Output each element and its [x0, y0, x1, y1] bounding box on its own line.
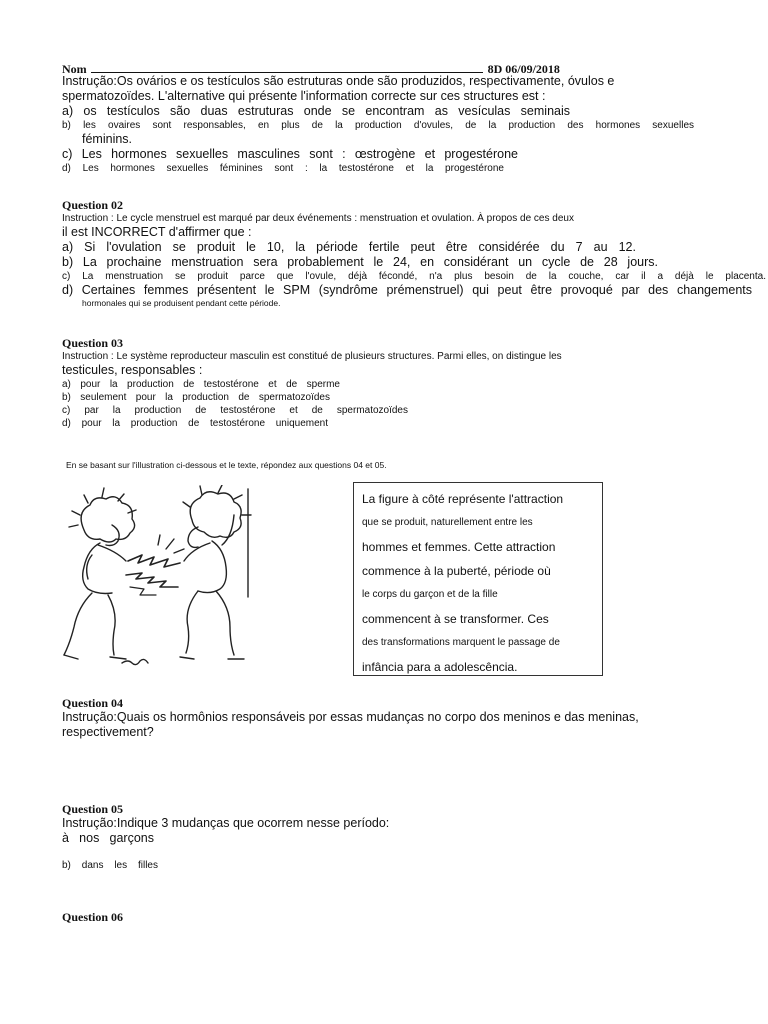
class-date: 8D 06/09/2018	[487, 62, 560, 76]
q2-option-b: b) La prochaine menstruation sera probablement le 24, en considérant un cycle de 28 jours.	[62, 255, 658, 269]
q1-option-c: c) Les hormones sexuelles masculines sont : œstrogène et progestérone	[62, 147, 518, 161]
q3-option-b: b) seulement pour la production de spermatozoïdes	[62, 392, 330, 403]
attraction-cartoon-icon	[62, 485, 262, 675]
name-underline	[91, 62, 483, 73]
name-label: Nom	[62, 62, 87, 76]
figure-intro: En se basant sur l'illustration ci-dessous et le texte, répondez aux questions 04 et 05.	[66, 460, 387, 470]
q1-option-d: d) Les hormones sexuelles féminines sont : la testostérone et la progestérone	[62, 163, 504, 174]
figure-text-line-8: infância para a adolescência.	[362, 660, 518, 674]
q1-option-b-line-1: b) les ovaires sont responsables, en plus de la production d'ovules, de la production des hormones sexuelles	[62, 120, 694, 131]
figure-text-line-4: commence à la puberté, période où	[362, 564, 551, 578]
q3-instruction-line-1: Instruction : Le système reproducteur masculin est constitué de plusieurs structures. Parmi elles, on distingue les	[62, 351, 562, 362]
q2-option-c: c) La menstruation se produit parce que l'ovule, déjà fécondé, n'a plus besoin de la couche, car il a déjà le placenta.	[62, 271, 766, 282]
q5-option-b: b) dans les filles	[62, 860, 158, 871]
q3-option-d: d) pour la production de testostérone uniquement	[62, 418, 328, 429]
q3-instruction-line-2: testicules, responsables :	[62, 363, 203, 377]
figure-text-line-2: que se produit, naturellement entre les	[362, 517, 533, 528]
q5-instruction: Instrução:Indique 3 mudanças que ocorrem nesse período:	[62, 816, 390, 830]
q6-title: Question 06	[62, 910, 124, 924]
attraction-cartoon-illustration	[62, 485, 262, 675]
q4-instruction-line-1: Instrução:Quais os hormônios responsáveis por essas mudanças no corpo dos meninos e das meninas,	[62, 710, 639, 724]
question-01	[62, 74, 762, 175]
q3-option-a: a) pour la production de testostérone et de sperme	[62, 379, 340, 390]
q1-instruction-line-1: Instrução:Os ovários e os testículos são estruturas onde são produzidos, respectivamente, óvulos e	[62, 74, 615, 88]
q5-title: Question 05	[62, 802, 124, 816]
q3-title: Question 03	[62, 336, 124, 350]
figure-text-line-7: des transformations marquent le passage de	[362, 637, 560, 648]
q3-option-c: c) par la production de testostérone et de spermatozoïdes	[62, 405, 408, 416]
q2-option-a: a) Si l'ovulation se produit le 10, la période fertile peut être considérée du 7 au 12.	[62, 240, 636, 254]
q5-option-a: à nos garçons	[62, 831, 154, 845]
q1-instruction-line-2: spermatozoïdes. L'alternative qui présente l'information correcte sur ces structures est :	[62, 89, 546, 103]
figure-text-line-6: commencent à se transformer. Ces	[362, 612, 549, 626]
question-03	[62, 336, 762, 430]
q4-instruction-line-2: respectivement?	[62, 725, 154, 739]
q4-title: Question 04	[62, 696, 124, 710]
figure-text-line-3: hommes et femmes. Cette attraction	[362, 540, 556, 554]
q1-option-b-line-2: féminins.	[82, 132, 133, 146]
question-02	[62, 198, 766, 309]
figure-text-line-1: La figure à côté représente l'attraction	[362, 492, 564, 506]
q1-option-a: a) os testículos são duas estruturas onde se encontram as vesículas seminais	[62, 104, 570, 118]
q2-instruction-line-1: Instruction : Le cycle menstruel est marqué par deux événements : menstruation et ovulation. À propos de ces deux	[62, 213, 574, 224]
q2-option-d-line-2: hormonales qui se produisent pendant cette période.	[82, 298, 281, 308]
question-04	[62, 696, 762, 740]
q2-title: Question 02	[62, 198, 124, 212]
question-05	[62, 802, 762, 872]
question-06	[62, 910, 762, 924]
q2-instruction-line-2: il est INCORRECT d'affirmer que :	[62, 225, 252, 239]
figure-text-line-5: le corps du garçon et de la fille	[362, 589, 498, 600]
q2-option-d-line-1: d) Certaines femmes présentent le SPM (syndrôme prémenstruel) qui peut être provoqué par des changements	[62, 283, 752, 297]
figure-text-box	[353, 482, 603, 676]
